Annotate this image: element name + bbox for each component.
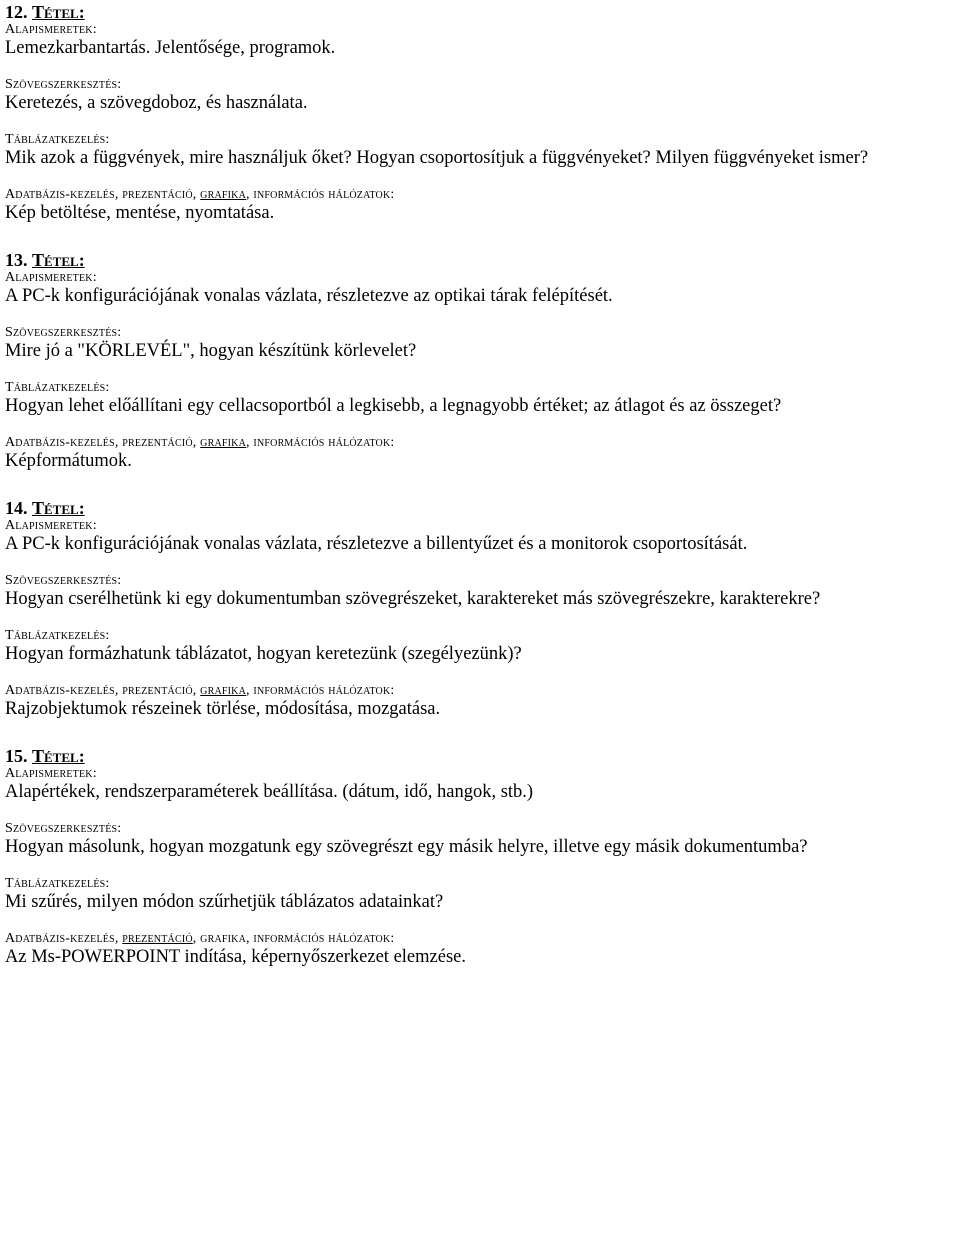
- topic-content: Hogyan lehet előállítani egy cellacsoportból a legkisebb, a legnagyobb értéket; az átlagot és az összeget?: [5, 396, 782, 416]
- topic-label: Táblázatkezelés:: [5, 380, 110, 395]
- topic-content: A PC-k konfigurációjának vonalas vázlata, részletezve a billentyűzet és a monitorok csoportosítását.: [5, 534, 748, 554]
- topic-content: A PC-k konfigurációjának vonalas vázlata, részletezve az optikai tárak felépítését.: [5, 286, 613, 306]
- topic-content: Lemezkarbantartás. Jelentősége, programok.: [5, 38, 336, 58]
- topic-label: Táblázatkezelés:: [5, 132, 110, 147]
- topic-label: Adatbázis-kezelés, prezentáció, grafika, információs hálózatok:: [5, 931, 395, 946]
- section-13: [5, 250, 955, 471]
- topic-content: Hogyan másolunk, hogyan mozgatunk egy szövegrészt egy másik helyre, illetve egy másik dokumentumba?: [5, 837, 808, 857]
- topic-content: Hogyan formázhatunk táblázatot, hogyan keretezünk (szegélyezünk)?: [5, 644, 522, 664]
- section-title: Tétel:: [32, 2, 85, 22]
- section-number: 15.: [5, 746, 28, 766]
- topic-label: Szövegszerkesztés:: [5, 325, 122, 340]
- section-12: [5, 2, 955, 223]
- topic-label: Táblázatkezelés:: [5, 876, 110, 891]
- section-14: [5, 498, 955, 719]
- topic-label: Alapismeretek:: [5, 518, 97, 533]
- topic-label: Szövegszerkesztés:: [5, 573, 122, 588]
- topic-label: Szövegszerkesztés:: [5, 821, 122, 836]
- topic-content: Képformátumok.: [5, 451, 132, 471]
- topic-label: Alapismeretek:: [5, 766, 97, 781]
- topic-content: Mire jó a "KÖRLEVÉL", hogyan készítünk körlevelet?: [5, 341, 417, 361]
- section-heading: [5, 250, 955, 270]
- topic-label: Alapismeretek:: [5, 270, 97, 285]
- section-heading: [5, 746, 955, 766]
- section-number: 12.: [5, 2, 28, 22]
- topic-content: Kép betöltése, mentése, nyomtatása.: [5, 203, 275, 223]
- section-15: [5, 746, 955, 967]
- section-heading: [5, 498, 955, 518]
- topic-content: Rajzobjektumok részeinek törlése, módosítása, mozgatása.: [5, 699, 441, 719]
- section-title: Tétel:: [32, 746, 85, 766]
- topic-content: Keretezés, a szövegdoboz, és használata.: [5, 93, 308, 113]
- topic-content: Mi szűrés, milyen módon szűrhetjük táblázatos adatainkat?: [5, 892, 444, 912]
- topic-content: Hogyan cserélhetünk ki egy dokumentumban szövegrészeket, karaktereket más szövegrészekre, karakterekre?: [5, 589, 821, 609]
- section-number: 14.: [5, 498, 28, 518]
- exam-topics-document: [5, 2, 955, 967]
- topic-label: Táblázatkezelés:: [5, 628, 110, 643]
- topic-label: Alapismeretek:: [5, 22, 97, 37]
- topic-label: Szövegszerkesztés:: [5, 77, 122, 92]
- topic-content: Alapértékek, rendszerparaméterek beállítása. (dátum, idő, hangok, stb.): [5, 782, 534, 802]
- section-number: 13.: [5, 250, 28, 270]
- topic-content: Mik azok a függvények, mire használjuk őket? Hogyan csoportosítjuk a függvényeket? Milyen függvényeket ismer?: [5, 148, 869, 168]
- section-title: Tétel:: [32, 250, 85, 270]
- topic-label: Adatbázis-kezelés, prezentáció, grafika, információs hálózatok:: [5, 683, 395, 698]
- topic-content: Az Ms-POWERPOINT indítása, képernyőszerkezet elemzése.: [5, 947, 466, 967]
- section-title: Tétel:: [32, 498, 85, 518]
- topic-label: Adatbázis-kezelés, prezentáció, grafika, információs hálózatok:: [5, 435, 395, 450]
- section-heading: [5, 2, 955, 22]
- topic-label: Adatbázis-kezelés, prezentáció, grafika, információs hálózatok:: [5, 187, 395, 202]
